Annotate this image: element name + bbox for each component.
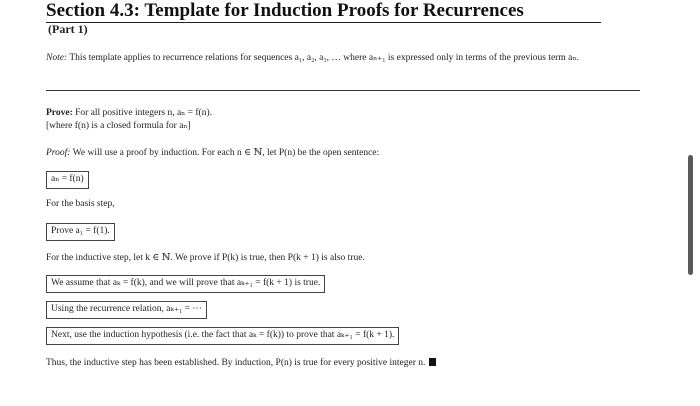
proof-intro-line [46, 147, 379, 160]
template-note [46, 52, 642, 65]
note-text: This template applies to recurrence relations for sequences a₁, a₂, a₃, … where aₙ₊₁ is expressed only in terms of the previous term aₙ. [69, 53, 579, 63]
conclusion-text: Thus, the inductive step has been established. By induction, P(n) is true for every positive integer n. [46, 358, 426, 368]
conclusion-line [46, 357, 436, 370]
note-label: Note: [46, 53, 68, 63]
vertical-scrollbar[interactable] [688, 155, 693, 275]
page-title: Section 4.3: Template for Induction Proofs for Recurrences [46, 0, 524, 21]
basis-step-label: For the basis step, [46, 199, 115, 209]
qed-square-icon [429, 358, 436, 366]
title-underline [46, 22, 601, 23]
prove-label: Prove: [46, 108, 73, 118]
induction-hypothesis-box: Next, use the induction hypothesis (i.e. the fact that aₖ = f(k)) to prove that aₖ₊₁ = f(k + 1). [46, 327, 399, 345]
prove-statement-line [46, 107, 212, 120]
open-sentence-box: aₙ = f(n) [46, 171, 89, 189]
prove-statement: For all positive integers n, aₙ = f(n). [75, 108, 213, 118]
proof-intro: We will use a proof by induction. For each n ∈ ℕ, let P(n) be the open sentence: [72, 148, 380, 158]
closed-formula-note: [where f(n) is a closed formula for aₙ] [46, 121, 191, 131]
assumption-box: We assume that aₖ = f(k), and we will prove that aₖ₊₁ = f(k + 1) is true. [46, 275, 325, 293]
recurrence-relation-box: Using the recurrence relation, aₖ₊₁ = ··· [46, 301, 207, 319]
basis-step-box: Prove a₁ = f(1). [46, 223, 115, 241]
proof-label: Proof: [46, 148, 71, 158]
page-subtitle: (Part 1) [48, 22, 88, 36]
section-divider [46, 90, 640, 91]
inductive-step-line: For the inductive step, let k ∈ ℕ. We prove if P(k) is true, then P(k + 1) is also true. [46, 253, 365, 263]
